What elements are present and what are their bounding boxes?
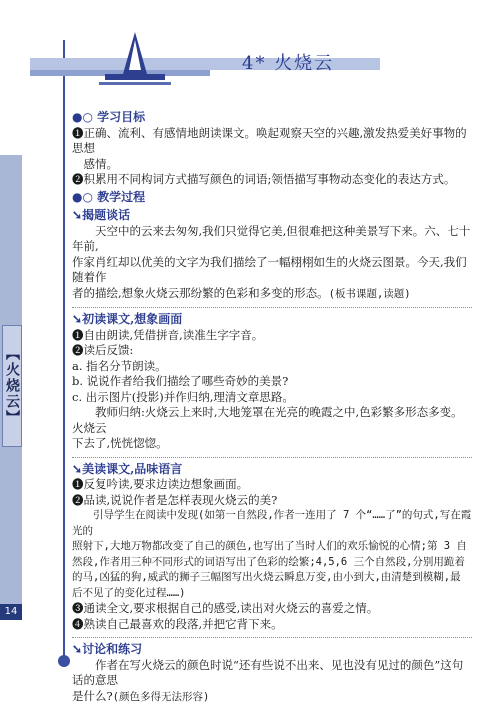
lesson-title: 4* 火烧云 <box>242 53 335 74</box>
divider <box>72 307 472 308</box>
body-line: ❶自由朗读,凭借拼音,读准生字字音。 <box>72 327 264 342</box>
guide-line: 照射下,大地万物都改变了自己的颜色,也写出了当时人们的欢乐愉悦的心情;第 3 自 <box>72 540 467 552</box>
side-tab <box>2 325 22 447</box>
divider <box>72 637 472 638</box>
guide-line: 后不见了的变化过程……) <box>72 586 186 599</box>
lesson-content <box>72 108 472 705</box>
page-number: 14 <box>0 604 22 620</box>
body-line: ❷读后反馈: <box>72 343 134 357</box>
section-title: ➘揭题谈话 <box>72 208 131 222</box>
body-line: 天空中的云来去匆匆,我们只觉得它美,但很难把这种美景写下来。六、七十年前, <box>72 223 471 253</box>
margin-line <box>63 40 65 665</box>
body-line: 作家肖红却以优美的文字为我们描绘了一幅栩栩如生的火烧云图景。今天,我们随着作 <box>72 254 467 284</box>
guide-line: 引导学生在阅读中发现(如第一自然段,作者一连用了 7 个“……了”的句式,写在霞光的 <box>72 509 472 537</box>
guide-line: 的马,凶猛的狗,威武的狮子三幅图写出火烧云瞬息万变,由小到大,由清楚到模糊,最 <box>72 571 461 583</box>
section-title: ➘初读课文,想象画面 <box>72 312 183 326</box>
divider <box>72 457 472 458</box>
section-title: ➘美读课文,品味语言 <box>72 461 183 476</box>
goal-line: 感情。 <box>83 156 118 171</box>
body-line: 教师归纳:火烧云上来时,大地笼罩在光亮的晚霞之中,色彩繁多形态多变。火烧云 <box>72 405 463 435</box>
body-line: 者的描绘,想象火烧云那纷繁的色彩和多变的形态。(板书课题,读题) <box>72 285 411 300</box>
body-line: ❹熟读自己最喜欢的段落,并把它背下来。 <box>72 616 283 631</box>
process-heading: ●○ 教学过程 <box>72 189 146 204</box>
body-line: ❷品读,说说作者是怎样表现火烧云的美? <box>72 492 278 507</box>
body-line: c. 出示图片(投影)并作归纳,理清文章思路。 <box>72 389 294 404</box>
body-line: ❶反复吟读,要求边读边想象画面。 <box>72 477 249 491</box>
goal-line: ❷积累用不同构词方式描写颜色的词语;领悟描写事物动态变化的表达方式。 <box>72 172 456 186</box>
body-line: b. 说说作者给我们描绘了哪些奇妙的美景? <box>72 374 289 388</box>
sailboat-emblem-icon <box>95 30 175 90</box>
goal-line: ❶正确、流利、有感情地朗读课文。唤起观察天空的兴趣,激发热爱美好事物的思想 <box>72 125 467 155</box>
goals-heading: ●○ 学习目标 <box>72 110 146 124</box>
body-line: a. 指名分节朗读。 <box>72 358 167 373</box>
body-line: 是什么?(颜色多得无法形容) <box>72 688 210 703</box>
side-tab-label: 【火烧云】 <box>4 346 20 426</box>
body-line: ❸通读全文,要求根据自己的感受,读出对火烧云的喜爱之情。 <box>72 601 379 615</box>
section-title: ➘讨论和练习 <box>72 642 143 656</box>
note: (板书课题,读题) <box>328 287 411 300</box>
guide-line: 然段,作者用三种不同形式的词语写出了色彩的绘繁;4,5,6 三个自然段,分别用跪着 <box>72 555 465 568</box>
margin-dot <box>58 655 70 667</box>
note: (颜色多得无法形容) <box>112 690 210 703</box>
body-line: 下去了,恍恍惚惚。 <box>72 436 168 450</box>
body-line: 作者在写火烧云的颜色时说“还有些说不出来、见也没有见过的颜色”这句话的意思 <box>72 657 464 687</box>
